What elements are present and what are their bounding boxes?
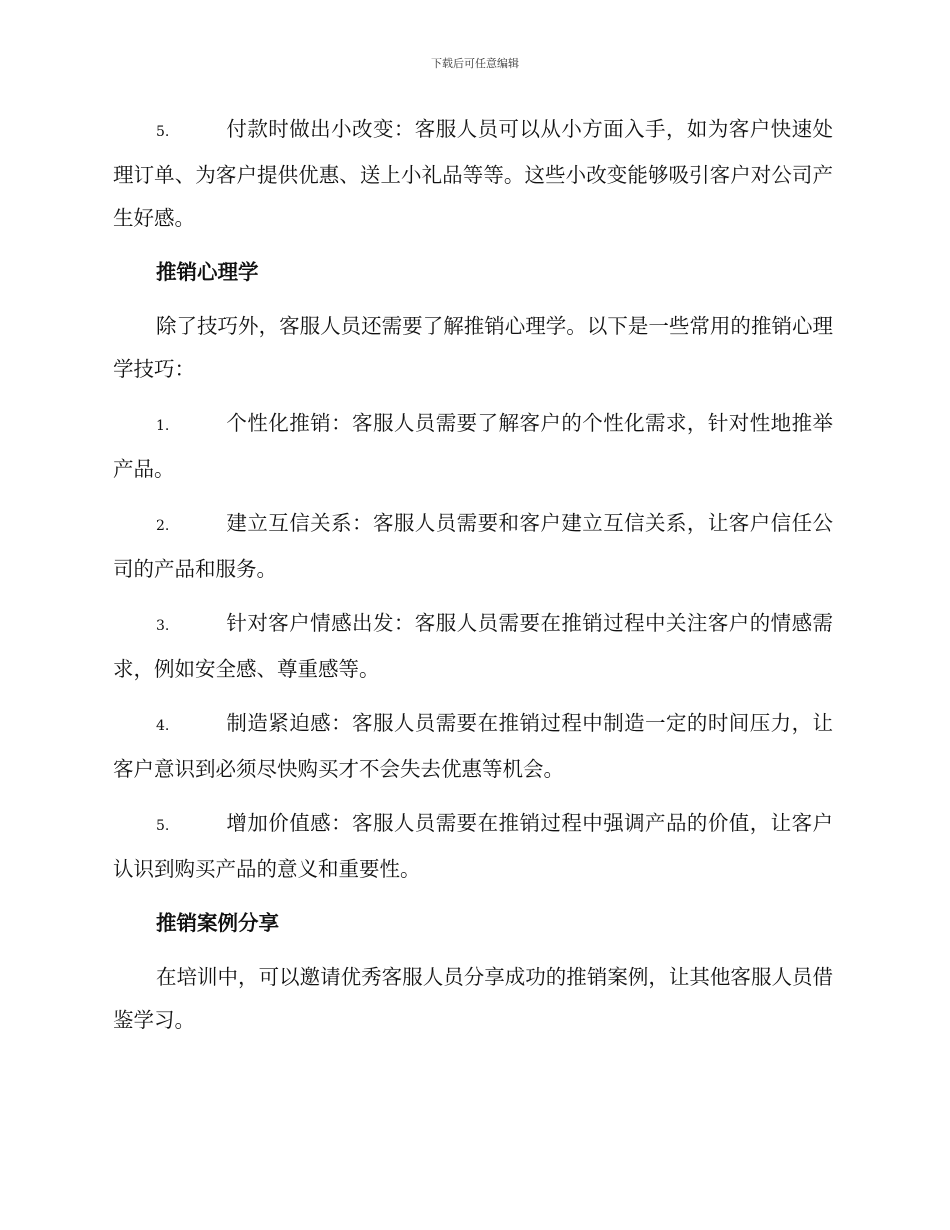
list-item [113,602,833,691]
list-text: 针对客户情感出发：客服人员需要在推销过程中关注客户的情感需求，例如安全感、尊重感等。 [113,611,833,681]
list-text: 付款时做出小改变：客服人员可以从小方面入手，如为客户快速处理订单、为客户提供优惠、送上小礼品等等。这些小改变能够吸引客户对公司产生好感。 [113,117,833,230]
list-number: 2. [156,518,170,534]
section-heading-case-sharing: 推销案例分享 [156,911,279,935]
list-number: 5. [156,818,170,834]
list-number: 1. [156,418,170,434]
list-number: 3. [156,618,170,634]
list-number: 4. [156,718,170,734]
paragraph-psychology-intro: 除了技巧外，客服人员还需要了解推销心理学。以下是一些常用的推销心理学技巧： [113,314,833,381]
list-text: 制造紧迫感：客服人员需要在推销过程中制造一定的时间压力，让客户意识到必须尽快购买才不会失去优惠等机会。 [113,711,833,781]
list-text: 增加价值感：客服人员需要在推销过程中强调产品的价值，让客户认识到购买产品的意义和重要性。 [113,811,833,881]
list-item [113,802,833,891]
list-number: 5. [156,124,170,140]
document-body [113,108,833,1053]
header-note: 下载后可任意编辑 [431,57,519,70]
list-item-payment-change [113,108,833,240]
list-item [113,402,833,491]
list-item [113,502,833,591]
section-heading-psychology: 推销心理学 [156,260,259,284]
list-item [113,702,833,791]
list-text: 建立互信关系：客服人员需要和客户建立互信关系，让客户信任公司的产品和服务。 [113,511,833,581]
paragraph-case-sharing: 在培训中，可以邀请优秀客服人员分享成功的推销案例，让其他客服人员借鉴学习。 [113,965,833,1032]
list-text: 个性化推销：客服人员需要了解客户的个性化需求，针对性地推举产品。 [113,411,833,481]
